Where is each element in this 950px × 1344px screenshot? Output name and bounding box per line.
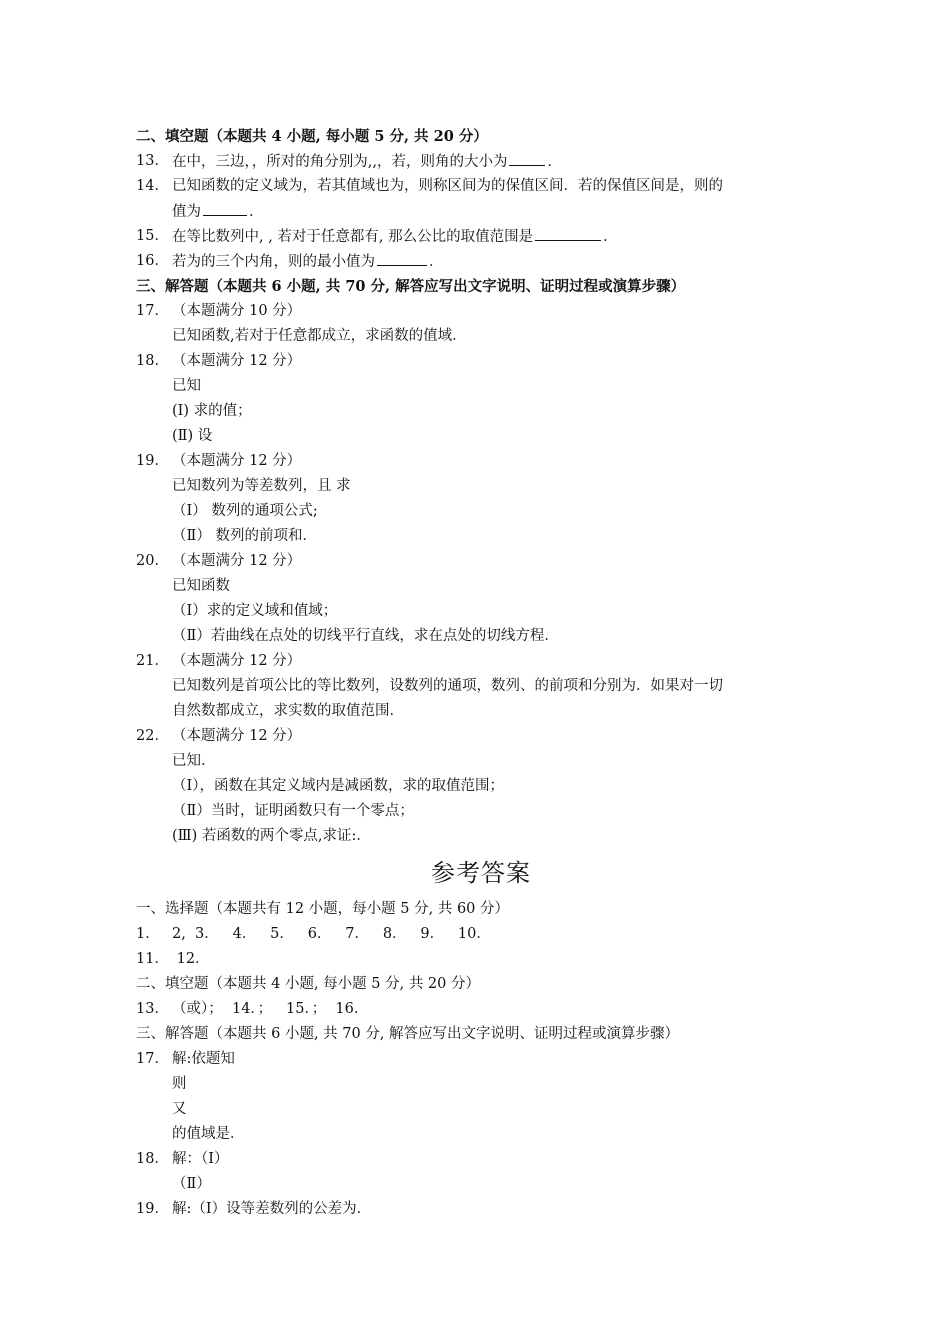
question-18: 18． （本题满分 12 分） bbox=[136, 349, 826, 374]
answer-section-solve: 三、解答题（本题共 6 小题, 共 70 分, 解答应写出文字说明、证明过程或演算步骤） bbox=[136, 1026, 680, 1042]
score-note: （本题满分 12 分） bbox=[172, 728, 302, 744]
sub-question: (Ⅲ) 若函数的两个零点,求证:． bbox=[172, 828, 371, 844]
question-text: 若为的三个内角，则的最小值为 bbox=[172, 254, 375, 270]
question-15: 15． 在等比数列中, , 若对于任意都有, 那么公比的取值范围是 ． bbox=[136, 224, 826, 249]
question-number: 16． bbox=[136, 253, 169, 269]
question-17: 17． （本题满分 10 分） bbox=[136, 299, 826, 324]
question-number: 13． bbox=[136, 153, 169, 169]
sub-question: （Ⅰ），函数在其定义域内是减函数，求的取值范围； bbox=[172, 778, 504, 794]
score-note: （本题满分 12 分） bbox=[172, 353, 302, 369]
document-page: 二、填空题（本题共 4 小题, 每小题 5 分, 共 20 分） 13． 在中，三边，，所对的角分别为,,，若，则角的大小为 ． 14． 已知函数的定义域为，若其值域也为，则称区间为的保值区间．若的保值区间是，则的 值为 ． 15． 在等比数列中, , 若对于任意都有, 那么公比的取值范围是 ． 16． 若为的三个内角，则的最小值为 ． 三、解答题（本题共 6 小题, 共 70 分, 解答应写出文字说明、证明过程或演算步骤） 17． （本题满分 10 分） 已知函数,若对于任意都成立，求函数的值域． 18． （本题满分 12 分） 已知 (Ⅰ) 求的值； (Ⅱ) 设 19． （本题满分 12 分） 已知数列为等差数列，且 求 （Ⅰ） 数列的通项公式; （Ⅱ） 数列的前项和． 20． （本题满分 12 分） 已知函数 （Ⅰ）求的定义域和值域； （Ⅱ）若曲线在点处的切线平行直线，求在点处的切线方程． 21． （本题满分 12 分） 已知数列是首项公比的等比数列，设数列的通项，数列、的前项和分别为．如果对一切 自然数都成立，求实数的取值范围． 22． （本题满分 12 分） 已知． （Ⅰ），函数在其定义域内是减函数，求的取值范围； （Ⅱ）当时，证明函数只有一个零点； (Ⅲ) 若函数的两个零点,求证:． 参考答案 一、选择题（本题共有 12 小题，每小题 5 分, 共 60 分） 1． 2, 3． 4． 5． 6． 7． 8． 9． 10． 11． 12． 二、填空题（本题共 4 小题, 每小题 5 分, 共 20 分） 13． （或）； 14．； 15．； 16． 三、解答题（本题共 6 小题, 共 70 分, 解答应写出文字说明、证明过程或演算步骤） 17． 解:依题知 则 又 的值域是． 18． 解：（Ⅰ） （Ⅱ） 19． 解:（Ⅰ）设等差数列的公差为． bbox=[136, 124, 826, 1222]
answer-17: 17． 解:依题知 bbox=[136, 1051, 235, 1067]
sub-question: (Ⅰ) 求的值； bbox=[172, 403, 252, 419]
answer-row: 1． 2, 3． 4． 5． 6． 7． 8． 9． 10． bbox=[136, 926, 491, 942]
score-note: （本题满分 12 分） bbox=[172, 453, 302, 469]
section-header-solve: 三、解答题（本题共 6 小题, 共 70 分, 解答应写出文字说明、证明过程或演算步骤） bbox=[136, 278, 686, 295]
sub-question: （Ⅰ） 数列的通项公式; bbox=[172, 503, 318, 519]
answer-row: 11． 12． bbox=[136, 951, 210, 967]
score-note: （本题满分 12 分） bbox=[172, 553, 302, 569]
question-number: 14． bbox=[136, 178, 169, 194]
answer-section-choice: 一、选择题（本题共有 12 小题，每小题 5 分, 共 60 分） bbox=[136, 901, 509, 917]
answer-blank bbox=[203, 199, 247, 216]
question-text: 已知函数,若对于任意都成立，求函数的值域． bbox=[172, 328, 467, 344]
question-16: 16． 若为的三个内角，则的最小值为 ． bbox=[136, 249, 826, 274]
section-header-fill-in: 二、填空题（本题共 4 小题, 每小题 5 分, 共 20 分） bbox=[136, 128, 488, 145]
answer-section-fill-in: 二、填空题（本题共 4 小题, 每小题 5 分, 共 20 分） bbox=[136, 976, 480, 992]
question-21: 21． （本题满分 12 分） bbox=[136, 649, 826, 674]
sub-question: （Ⅰ）求的定义域和值域； bbox=[172, 603, 338, 619]
score-note: （本题满分 10 分） bbox=[172, 303, 302, 319]
question-20: 20． （本题满分 12 分） bbox=[136, 549, 826, 574]
answer-row: 13． （或）； 14．； 15．； 16． bbox=[136, 1001, 369, 1017]
answer-blank bbox=[509, 149, 545, 166]
question-14-continued: 值为 ． bbox=[136, 199, 826, 224]
answer-18: 18． 解：（Ⅰ） bbox=[136, 1151, 229, 1167]
answer-blank bbox=[535, 224, 601, 241]
question-14 bbox=[136, 174, 826, 199]
question-19: 19． （本题满分 12 分） bbox=[136, 449, 826, 474]
sub-question: (Ⅱ) 设 bbox=[172, 428, 213, 444]
question-text: 已知函数的定义域为，若其值域也为，则称区间为的保值区间．若的保值区间是，则的 bbox=[172, 178, 723, 194]
sub-question: （Ⅱ）若曲线在点处的切线平行直线，求在点处的切线方程． bbox=[172, 628, 559, 644]
sub-question: （Ⅱ）当时，证明函数只有一个零点； bbox=[172, 803, 414, 819]
sub-question: （Ⅱ） 数列的前项和． bbox=[172, 528, 317, 544]
question-number: 15． bbox=[136, 228, 169, 244]
question-22: 22． （本题满分 12 分） bbox=[136, 724, 826, 749]
answer-key-title: 参考答案 bbox=[431, 859, 531, 887]
score-note: （本题满分 12 分） bbox=[172, 653, 302, 669]
question-text: 在中，三边，，所对的角分别为,,，若，则角的大小为 bbox=[172, 154, 508, 170]
question-text: 在等比数列中, , 若对于任意都有, 那么公比的取值范围是 bbox=[172, 229, 534, 245]
answer-blank bbox=[377, 249, 427, 266]
answer-19: 19． 解:（Ⅰ）设等差数列的公差为． bbox=[136, 1201, 372, 1217]
question-13: 13． 在中，三边，，所对的角分别为,,，若，则角的大小为 ． bbox=[136, 149, 826, 174]
